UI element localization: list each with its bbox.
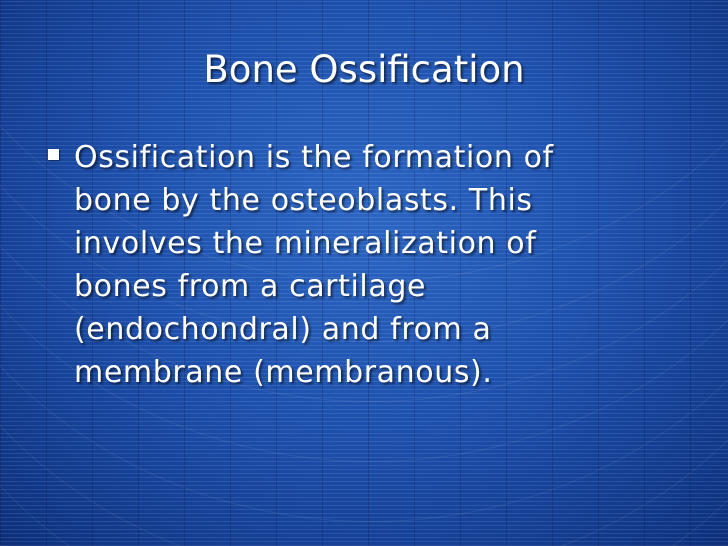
bullet-text: Ossification is the formation of bone by the osteoblasts. This involves the mineralization of bones from a cartilage (endochondral) and from a membrane (membranous). [74, 140, 554, 390]
bullet-item [48, 136, 648, 394]
square-bullet-icon [48, 149, 59, 160]
bullet-list [48, 136, 648, 394]
slide-title: Bone Ossification [203, 48, 525, 91]
